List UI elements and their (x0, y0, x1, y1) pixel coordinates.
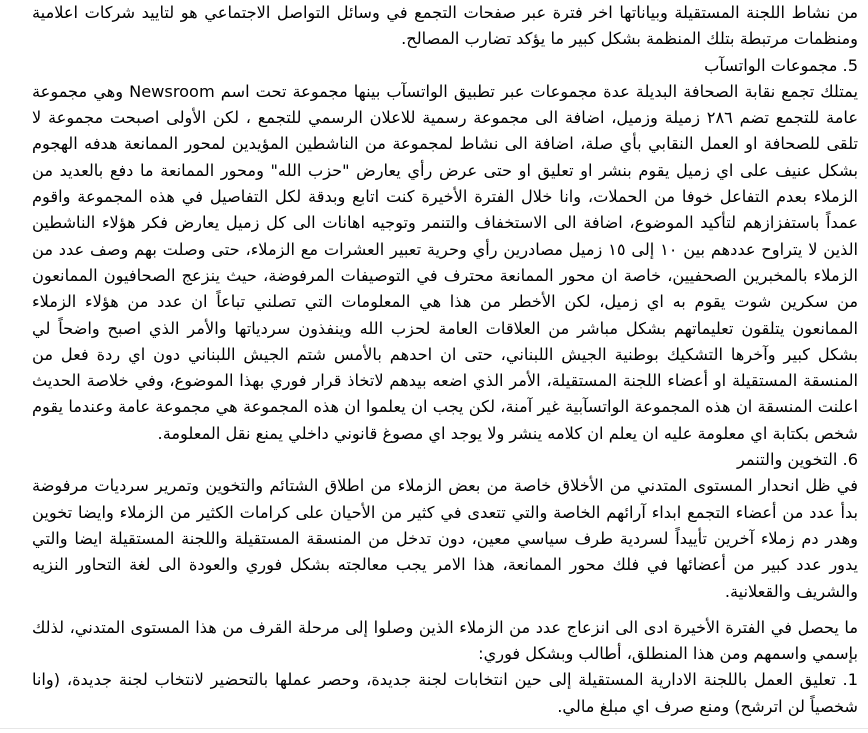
paragraph-recent-period: ما يحصل في الفترة الأخيرة ادى الى انزعاج عدد من الزملاء الذين وصلوا إلى مرحلة القرف من هذا المستوى المتدني، لذلك بإسمي واسمهم ومن هذا المنطلق، أطالب وبشكل فوري: (32, 617, 858, 664)
list-item-demand-1: 1. تعليق العمل باللجنة الادارية المستقيلة إلى حين انتخابات لجنة جديدة، وحصر عملها بالتحضير لانتخاب لجنة جديدة، (وانا شخصياً لن اترشح) ومنع صرف اي مبلغ مالي. (32, 670, 858, 716)
page-bottom-divider (0, 728, 868, 729)
heading-whatsapp-groups: 5. مجموعات الواتسآب (704, 55, 858, 75)
paragraph-intro: من نشاط اللجنة المستقيلة وبياناتها اخر فترة عبر صفحات التجمع في وسائل التواصل الاجتماعي هو لتاييد شركات اعلامية ومنظمات مرتبطة بتلك المنظمة بشكل كبير ما يؤكد تضارب المصالح. (32, 3, 858, 49)
heading-bullying: 6. التخوين والتنمر (736, 450, 858, 470)
paragraph-whatsapp-groups: يمتلك تجمع نقابة الصحافة البديلة عدة مجموعات عبر تطبيق الواتسآب بينها مجموعة تحت اسم Newsroom وهي مجموعة عامة للتجمع تضم ٢٨٦ زميلة وزميل، اضافة الى مجموعة رسمية للاعلان الرسمي للتجمع ، لكن الأولى اصبحت مجموعة لا تلقى للصحافة او العمل النقابي بأي صلة، اضافة الى نشاط لمجموعة من الناشطين المؤيدين لمحور الممانعة هدفه الهجوم بشكل عنيف على اي زميل يقوم بنشر او تعليق او حتى عرض رأي يعارض "حزب الله" ومحور الممانعة ما دفع بالعديد من الزملاء بعدم التفاعل خوفا من الحملات، وانا خلال الفترة الأخيرة كنت اتابع وبدقة لكل التفاصيل في هذه المجموعة واقوم عمداً باستفزازهم لتأكيد الموضوع، اضافة الى الاستخفاف والتنمر وتوجيه اهانات الى كل زميل يعارض فكر هؤلاء الناشطين الذين لا يتراوح عددهم بين ١٠ إلى ١٥ زميل مصادرين رأي وحرية تعبير العشرات مع الزملاء، حتى وصلت بهم وصف عدد من الزملاء بالمخبرين الصحفيين، خاصة ان محور الممانعة محترف في التوصيفات المرفوضة، حيث ينزعج الصحافيون الممانعون من سكرين شوت يقوم به اي زميل، لكن الأخطر من هذا هي المعلومات التي تصلني تباعاً ان عدد من هؤلاء الزملاء الممانعون يتلقون تعليماتهم بشكل مباشر من العلاقات العامة لحزب الله وينفذون سردياتها والأمر الذي اصبح واضحاً لي بشكل كبير وآخرها التشكيك بوطنية الجيش اللبناني، حتى ان احدهم بالأمس شتم الجيش اللبناني دون اي ردة فعل من المنسقة المستقيلة او أعضاء اللجنة المستقيلة، الأمر الذي اضعه بيدهم لاتخاذ قرار فوري بهذا الموضوع، وفي خلاصة الحديث اعلنت المنسقة ان هذه المجموعة الواتسآبية غير آمنة، لكن يجب ان يعلموا ان هذه المجموعة هي مجموعة عامة وعندما يقوم شخص بكتابة اي معلومة عليه ان يعلم ان كلامه ينشر ولا يوجد اي مصوغ قانوني داخلي يمنع نقل المعلومة. (32, 81, 859, 443)
paragraph-bullying: في ظل انحدار المستوى المتدني من الأخلاق خاصة من بعض الزملاء من اطلاق الشتائم والتخوين وتمرير سرديات مرفوضة بدأ عدد من أعضاء التجمع ابداء آرائهم الخاصة والتي تتعدى في كثير من الأحيان على كرامات الكثير من الزملاء وايضا تخوين وهدر دم زملاء آخرين تأييداً لسردية طرف سياسي معين، دون تدخل من المنسقة المستقيلة واللجنة المستقيلة ايضا والتي يدور عدد كبير من أعضائها في فلك محور الممانعة، هذا الامر يجب معالجته بشكل فوري والعودة الى لغة التحاور النزيه والشريف والقعلانية. (32, 476, 858, 601)
paragraph-spacer (32, 605, 858, 615)
